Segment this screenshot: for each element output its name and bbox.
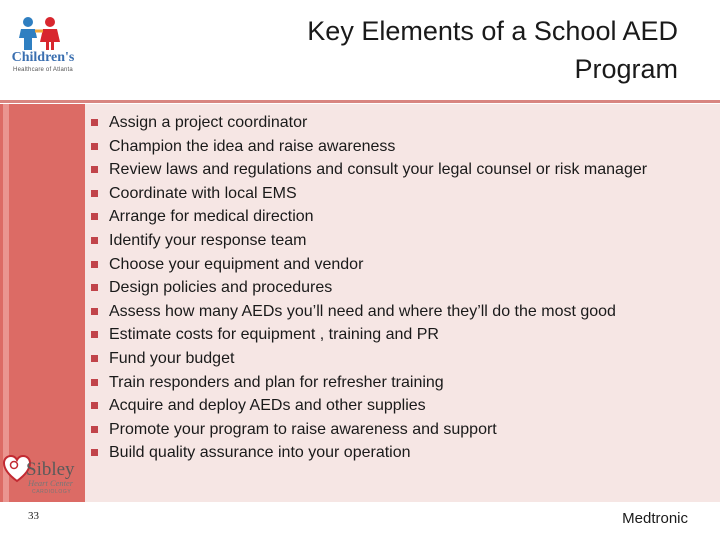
bullet-item [90, 276, 700, 300]
bullet-text: Design policies and procedures [109, 279, 333, 297]
bullet-item [90, 135, 700, 159]
bullet-text: Identify your response team [109, 231, 307, 249]
key-elements-list [90, 111, 700, 465]
bullet-text: Promote your program to raise awareness and support [109, 420, 497, 438]
bullet-item [90, 371, 700, 395]
childrens-wordmark: Children's [11, 50, 75, 65]
bullet-text: Assign a project coordinator [109, 114, 308, 131]
bullet-item [90, 394, 700, 418]
bullet-marker-icon [91, 143, 98, 150]
bullet-marker-icon [91, 119, 98, 126]
bullet-item [90, 323, 700, 347]
bullet-text: Estimate costs for equipment , training and PR [109, 326, 439, 344]
bullet-marker-icon [91, 379, 98, 386]
bullet-marker-icon [91, 237, 98, 244]
bullet-marker-icon [91, 213, 98, 220]
bullet-text: Train responders and plan for refresher training [109, 373, 444, 391]
bullet-item [90, 300, 700, 324]
bullet-item [90, 253, 700, 277]
bullet-marker-icon [91, 449, 98, 456]
left-accent-band [0, 104, 85, 502]
childrens-subtitle: Healthcare of Atlanta [13, 67, 73, 73]
bullet-marker-icon [91, 331, 98, 338]
bullet-item [90, 347, 700, 371]
bullet-text: Choose your equipment and vendor [109, 255, 364, 273]
slide-title [158, 12, 678, 88]
bullet-marker-icon [91, 308, 98, 315]
page-number: 33 [28, 510, 39, 522]
bullet-item [90, 111, 700, 135]
bullet-marker-icon [91, 166, 98, 173]
bullet-item [90, 158, 700, 182]
bullet-item [90, 205, 700, 229]
bullet-text: Acquire and deploy AEDs and other supplies [109, 397, 426, 415]
sibley-logo [2, 452, 82, 500]
bullet-text: Coordinate with local EMS [109, 184, 297, 202]
header-divider [0, 100, 720, 103]
bullet-text: Champion the idea and raise awareness [109, 137, 396, 155]
slide-title-line-1: Key Elements of a School AED [307, 16, 678, 46]
left-accent-stripe [3, 104, 9, 502]
bullet-marker-icon [91, 261, 98, 268]
bullet-text: Build quality assurance into your operation [109, 444, 411, 462]
bullet-marker-icon [91, 402, 98, 409]
slide-title-line-2: Program [574, 54, 678, 84]
sibley-subtitle: Heart Center [28, 478, 74, 488]
bullet-item [90, 441, 700, 465]
sibley-department: CARDIOLOGY [32, 489, 72, 495]
bullet-item [90, 229, 700, 253]
bullet-text: Fund your budget [109, 349, 235, 367]
bullet-marker-icon [91, 355, 98, 362]
bullet-text: Arrange for medical direction [109, 208, 314, 226]
footer-brand: Medtronic [622, 510, 688, 527]
sibley-wordmark: Sibley [26, 459, 75, 480]
kids-figures-icon [4, 16, 82, 52]
bullet-text: Assess how many AEDs you’ll need and where they’ll do the most good [109, 302, 616, 320]
bullet-marker-icon [91, 190, 98, 197]
bullet-text: Review laws and regulations and consult your legal counsel or risk manager [109, 161, 648, 179]
bullet-item [90, 182, 700, 206]
bullet-item [90, 418, 700, 442]
bullet-marker-icon [91, 426, 98, 433]
bullet-marker-icon [91, 284, 98, 291]
childrens-logo [4, 16, 82, 82]
